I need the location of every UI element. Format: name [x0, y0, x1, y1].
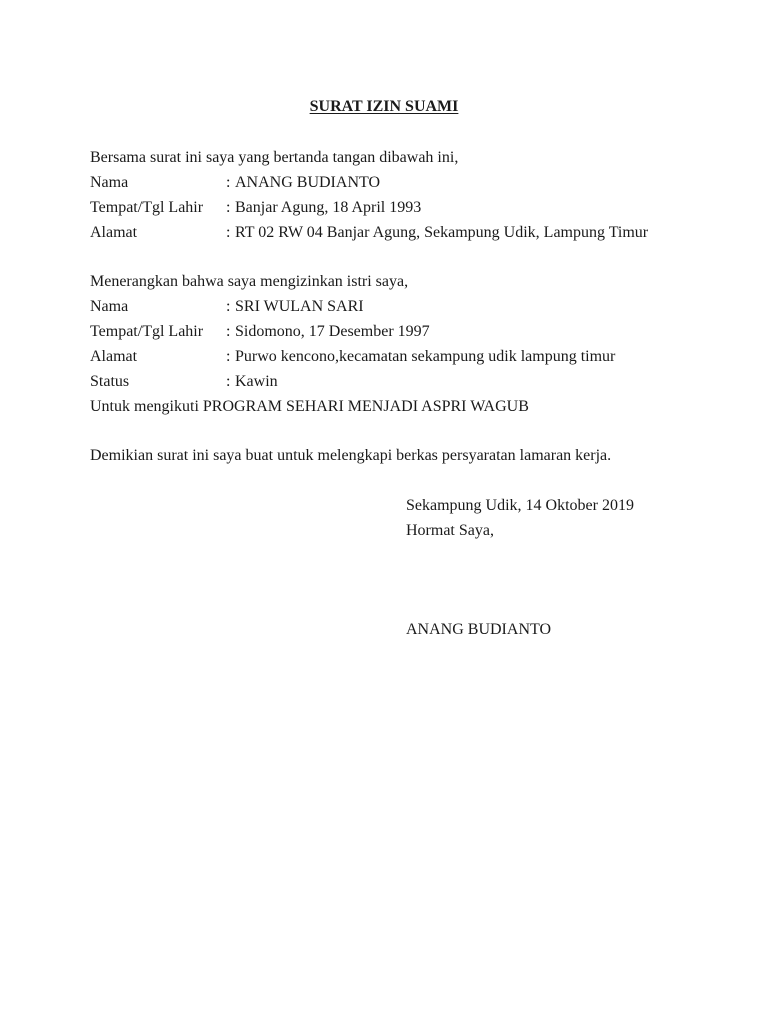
wife-status-separator: : [226, 373, 231, 390]
letter-title: SURAT IZIN SUAMI [309, 98, 459, 115]
wife-address-separator: : [226, 348, 231, 365]
wife-address-row [90, 345, 615, 369]
wife-birth-separator: : [226, 323, 231, 340]
wife-name-value: SRI WULAN SARI [235, 298, 364, 315]
husband-name-separator: : [226, 174, 231, 191]
husband-name-label: Nama [90, 174, 129, 191]
closing-line: Demikian surat ini saya buat untuk melengkapi berkas persyaratan lamaran kerja. [90, 447, 612, 464]
statement-line: Menerangkan bahwa saya mengizinkan istri saya, [90, 273, 409, 290]
wife-address-value: Purwo kencono,kecamatan sekampung udik lampung timur [235, 348, 616, 365]
wife-birth-label: Tempat/Tgl Lahir [90, 323, 204, 340]
wife-name-label: Nama [90, 298, 129, 315]
wife-address-label: Alamat [90, 348, 138, 365]
husband-address-value: RT 02 RW 04 Banjar Agung, Sekampung Udik, Lampung Timur [235, 224, 649, 241]
husband-name-value: ANANG BUDIANTO [235, 174, 381, 191]
wife-name-separator: : [226, 298, 231, 315]
husband-birth-label: Tempat/Tgl Lahir [90, 199, 204, 216]
wife-birth-value: Sidomono, 17 Desember 1997 [235, 323, 430, 340]
wife-status-row [90, 370, 278, 394]
signature-regards: Hormat Saya, [406, 522, 494, 539]
wife-status-label: Status [90, 373, 130, 390]
husband-name-row [90, 171, 380, 195]
husband-birth-separator: : [226, 199, 231, 216]
signature-signer-name: ANANG BUDIANTO [406, 621, 552, 638]
husband-birth-row [90, 196, 421, 220]
husband-address-row [90, 221, 648, 245]
husband-birth-value: Banjar Agung, 18 April 1993 [235, 199, 422, 216]
husband-address-separator: : [226, 224, 231, 241]
wife-name-row [90, 295, 364, 319]
husband-address-label: Alamat [90, 224, 138, 241]
wife-status-value: Kawin [235, 373, 278, 390]
wife-birth-row [90, 320, 430, 344]
purpose-line: Untuk mengikuti PROGRAM SEHARI MENJADI ASPRI WAGUB [90, 398, 529, 415]
intro-line: Bersama surat ini saya yang bertanda tangan dibawah ini, [90, 149, 459, 166]
signature-place-date: Sekampung Udik, 14 Oktober 2019 [406, 497, 634, 514]
